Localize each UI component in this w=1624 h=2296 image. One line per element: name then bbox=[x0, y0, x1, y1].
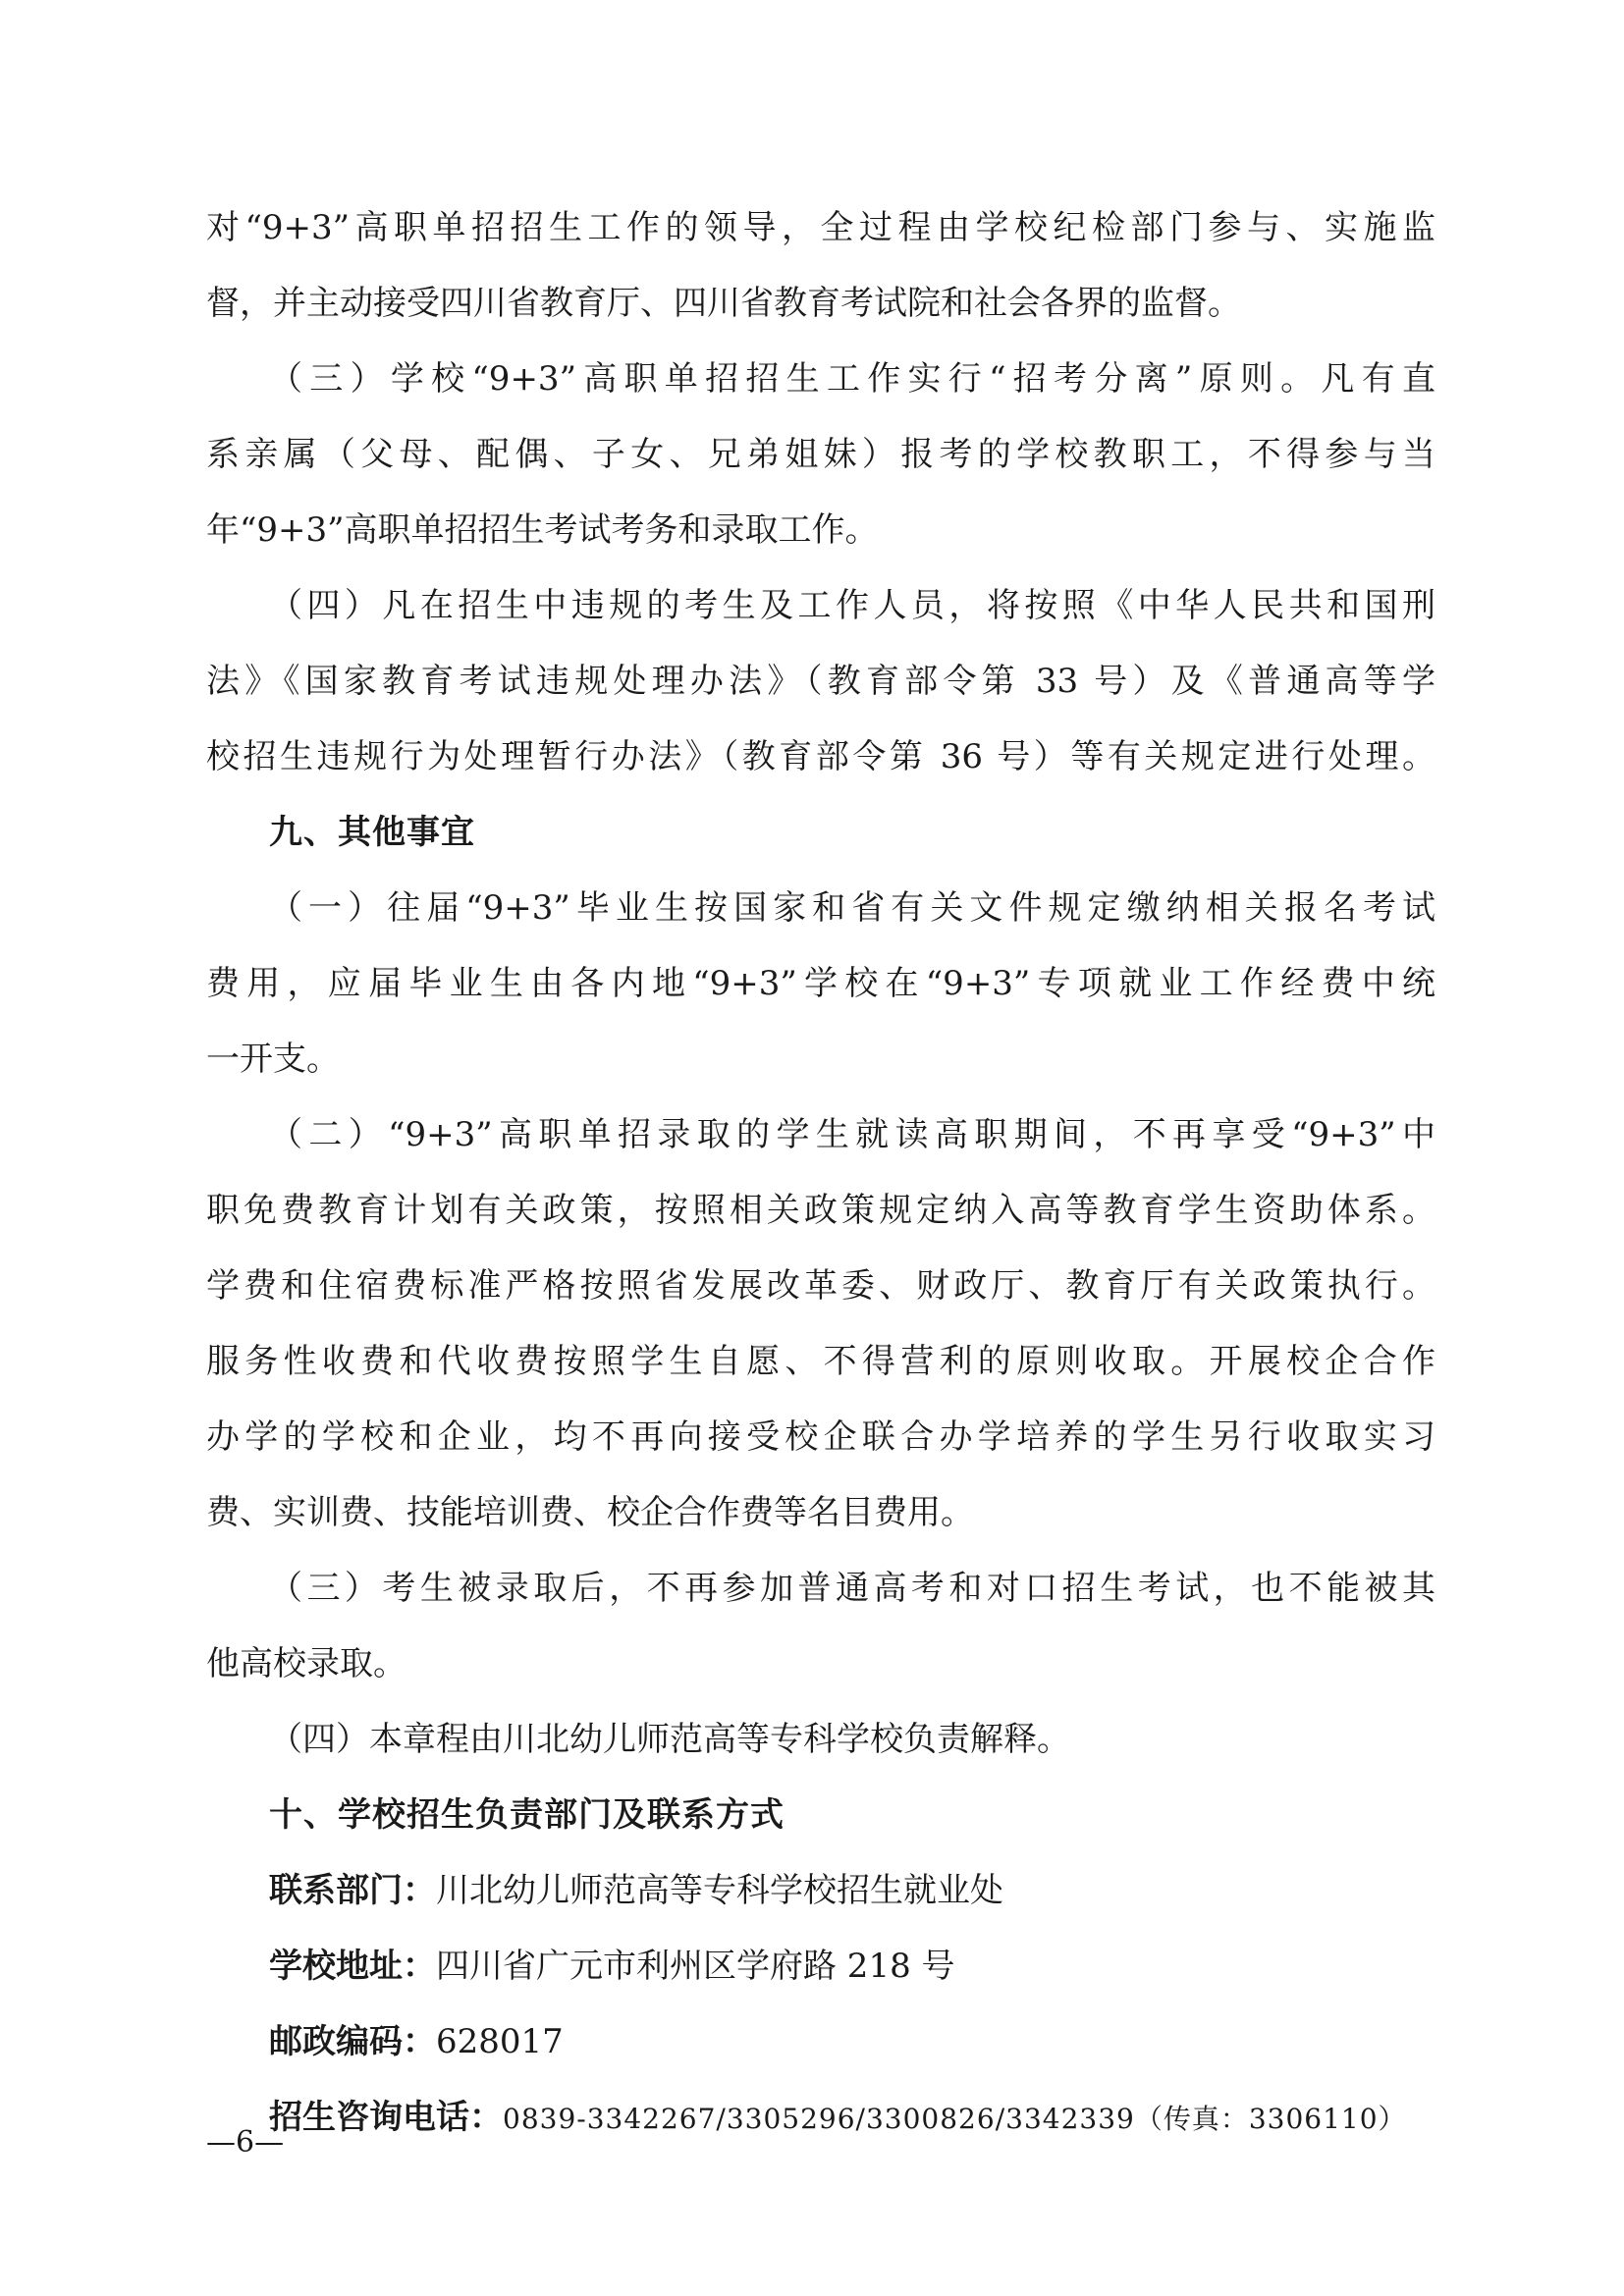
contact-address-value: 四川省广元市利州区学府路 218 号 bbox=[436, 1947, 955, 1986]
contact-zip bbox=[269, 2022, 564, 2061]
paragraph-line: 对“9+3”高职单招招生工作的领导，全过程由学校纪检部门参与、实施监 bbox=[206, 208, 1435, 247]
contact-dept-value: 川北幼儿师范高等专科学校招生就业处 bbox=[436, 1871, 1003, 1910]
page-number: —6— bbox=[206, 2125, 285, 2160]
contact-address bbox=[269, 1947, 955, 1986]
paragraph-line: 法》《国家教育考试违规处理办法》（教育部令第 33 号）及《普通高等学 bbox=[206, 662, 1435, 701]
paragraph-line: （二）“9+3”高职单招录取的学生就读高职期间，不再享受“9+3”中 bbox=[269, 1115, 1435, 1154]
paragraph-line: （一）往届“9+3”毕业生按国家和省有关文件规定缴纳相关报名考试 bbox=[269, 888, 1435, 928]
section-heading: 十、学校招生负责部门及联系方式 bbox=[269, 1795, 785, 1835]
contact-address-label: 学校地址： bbox=[269, 1947, 436, 1986]
paragraph-line: 服务性收费和代收费按照学生自愿、不得营利的原则收取。开展校企合作 bbox=[206, 1342, 1435, 1381]
contact-phone-label: 招生咨询电话： bbox=[269, 2098, 503, 2137]
paragraph-line: （四）本章程由川北幼儿师范高等专科学校负责解释。 bbox=[269, 1720, 1070, 1759]
contact-phone-value: 0839-3342267/3305296/3300826/3342339（传真：3306110） bbox=[503, 2103, 1407, 2135]
paragraph-line: 督，并主动接受四川省教育厅、四川省教育考试院和社会各界的监督。 bbox=[206, 284, 1241, 323]
contact-dept-label: 联系部门： bbox=[269, 1871, 436, 1910]
paragraph-line: 他高校录取。 bbox=[206, 1644, 406, 1683]
paragraph-line: 学费和住宿费标准严格按照省发展改革委、财政厅、教育厅有关政策执行。 bbox=[206, 1266, 1435, 1306]
paragraph-line: 年“9+3”高职单招招生考试考务和录取工作。 bbox=[206, 510, 879, 550]
paragraph-line: 费、实训费、技能培训费、校企合作费等名目费用。 bbox=[206, 1493, 974, 1532]
paragraph-line: 职免费教育计划有关政策，按照相关政策规定纳入高等教育学生资助体系。 bbox=[206, 1191, 1435, 1230]
paragraph-line: （三）学校“9+3”高职单招招生工作实行“招考分离”原则。凡有直 bbox=[269, 359, 1435, 399]
paragraph-line: 一开支。 bbox=[206, 1040, 340, 1079]
paragraph-line: 费用，应届毕业生由各内地“9+3”学校在“9+3”专项就业工作经费中统 bbox=[206, 964, 1435, 1003]
contact-zip-value: 628017 bbox=[436, 2022, 564, 2061]
paragraph-line: 办学的学校和企业，均不再向接受校企联合办学培养的学生另行收取实习 bbox=[206, 1417, 1435, 1457]
contact-phone bbox=[269, 2098, 1407, 2137]
paragraph-line: （四）凡在招生中违规的考生及工作人员，将按照《中华人民共和国刑 bbox=[269, 586, 1435, 625]
contact-dept bbox=[269, 1871, 1003, 1910]
paragraph-line: （三）考生被录取后，不再参加普通高考和对口招生考试，也不能被其 bbox=[269, 1569, 1435, 1608]
paragraph-line: 校招生违规行为处理暂行办法》（教育部令第 36 号）等有关规定进行处理。 bbox=[206, 737, 1435, 776]
contact-zip-label: 邮政编码： bbox=[269, 2022, 436, 2061]
section-heading: 九、其他事宜 bbox=[269, 813, 475, 852]
paragraph-line: 系亲属（父母、配偶、子女、兄弟姐妹）报考的学校教职工，不得参与当 bbox=[206, 435, 1435, 474]
